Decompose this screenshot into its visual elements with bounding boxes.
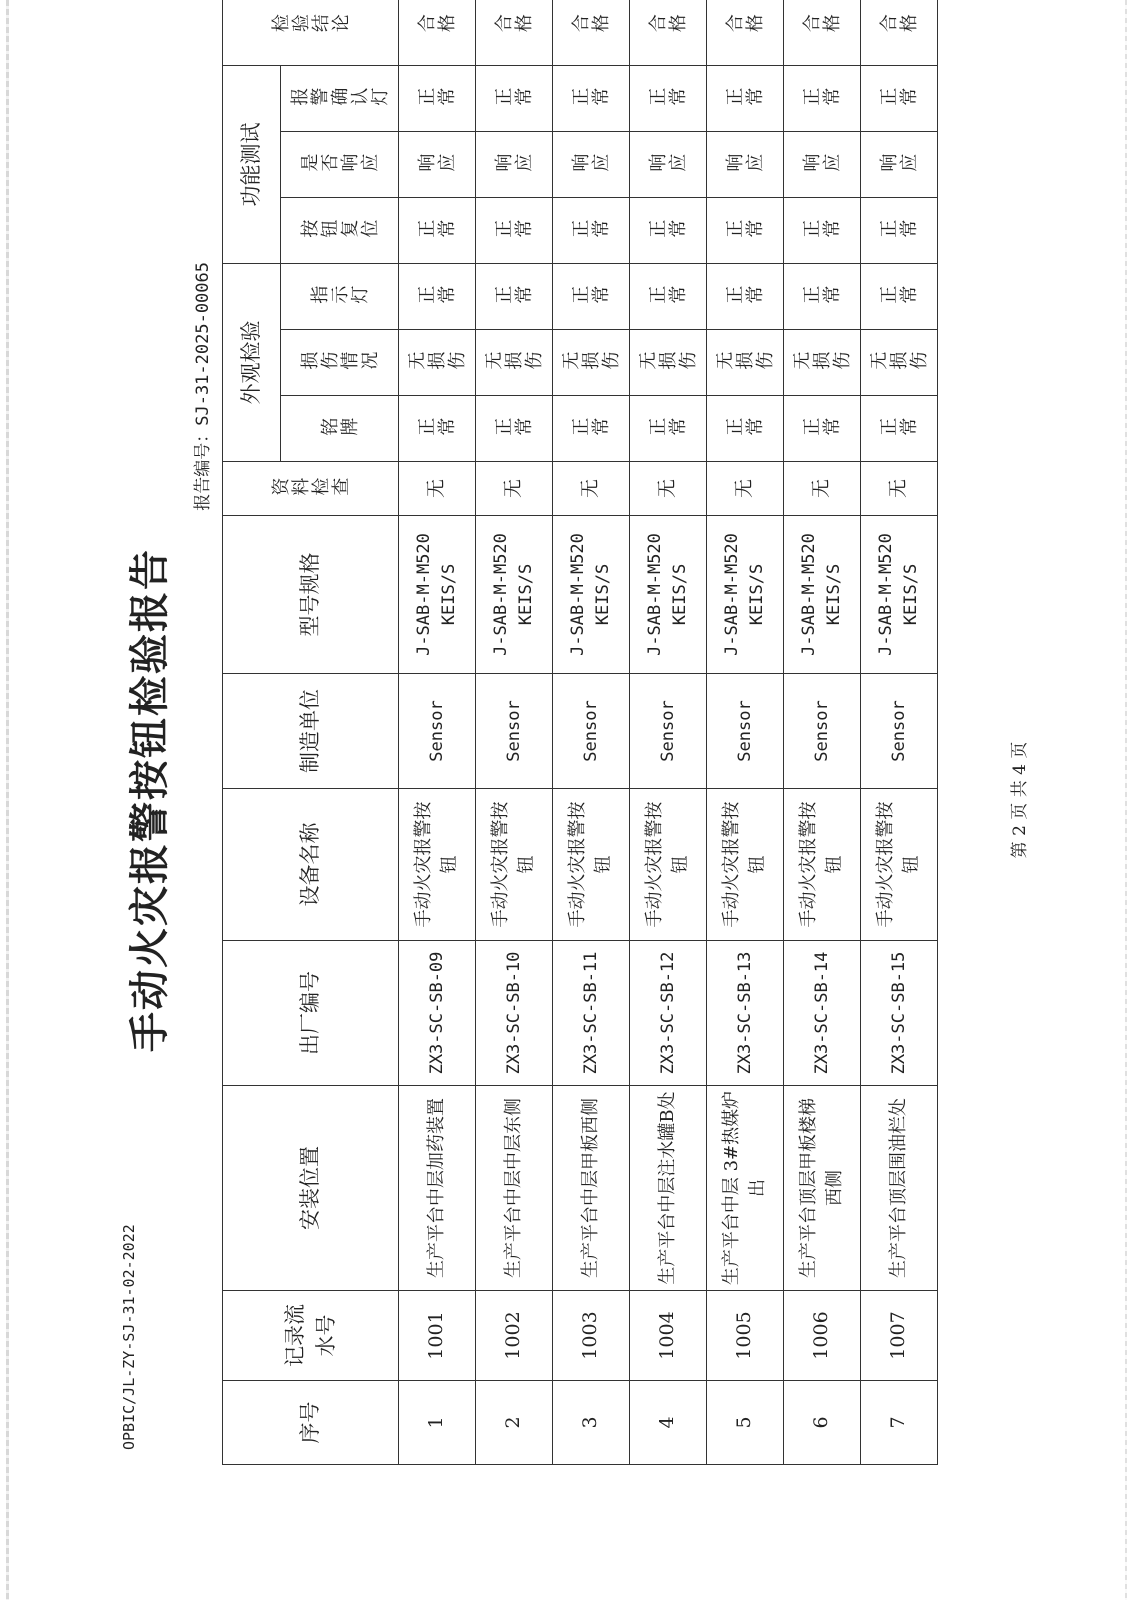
cell-device-name: 手动火灾报警按钮: [630, 789, 707, 941]
cell-damage-text: 无损伤: [484, 351, 544, 373]
cell-damage: [861, 330, 938, 396]
cell-device-name: 手动火灾报警按钮: [399, 789, 476, 941]
cell-model: J-SAB-M-M520 KEIS/S: [707, 516, 784, 674]
table-row: [476, 0, 553, 1465]
cell-response-text: 响应: [725, 153, 765, 175]
cell-factory-no: ZX3-SC-SB-11: [553, 941, 630, 1086]
cell-reset-text: 正常: [571, 219, 611, 241]
cell-response-text: 响应: [494, 153, 534, 175]
cell-model: J-SAB-M-M520 KEIS/S: [399, 516, 476, 674]
cell-reset-text: 正常: [648, 219, 688, 241]
cell-doc-check: 无: [476, 462, 553, 516]
cell-reset: [784, 198, 861, 264]
cell-doc-check: 无: [399, 462, 476, 516]
report-number-value: SJ-31-2025-00065: [193, 262, 213, 426]
page-footer: 第 2 页 共 4 页: [1010, 741, 1030, 859]
cell-conclusion-text: 合格: [648, 14, 688, 36]
cell-conclusion: [784, 0, 861, 66]
cell-doc-check: 无: [861, 462, 938, 516]
cell-indicator: [553, 264, 630, 330]
cell-manufacturer: Sensor: [630, 674, 707, 789]
cell-seq: 7: [861, 1381, 938, 1465]
cell-indicator: [707, 264, 784, 330]
cell-nameplate-text: 正常: [879, 417, 919, 439]
cell-response: [707, 132, 784, 198]
header-reset-text: 按钮复位: [299, 219, 380, 241]
cell-conclusion: [707, 0, 784, 66]
cell-conclusion-text: 合格: [802, 14, 842, 36]
cell-confirm-light: [553, 66, 630, 132]
cell-seq: 4: [630, 1381, 707, 1465]
cell-nameplate-text: 正常: [648, 417, 688, 439]
cell-model: J-SAB-M-M520 KEIS/S: [630, 516, 707, 674]
cell-damage: [476, 330, 553, 396]
header-indicator: [281, 264, 399, 330]
header-conclusion: [223, 0, 399, 66]
cell-response-text: 响应: [417, 153, 457, 175]
cell-response: [553, 132, 630, 198]
cell-nameplate: [553, 396, 630, 462]
cell-manufacturer: Sensor: [476, 674, 553, 789]
header-function: 功能测试: [223, 66, 281, 264]
cell-doc-check: 无: [784, 462, 861, 516]
cell-location: 生产平台顶层甲板楼梯西侧: [784, 1086, 861, 1291]
cell-response-text: 响应: [802, 153, 842, 175]
cell-response: [399, 132, 476, 198]
cell-damage: [399, 330, 476, 396]
cell-conclusion: [399, 0, 476, 66]
cell-damage-text: 无损伤: [638, 351, 698, 373]
header-response: [281, 132, 399, 198]
cell-damage-text: 无损伤: [561, 351, 621, 373]
table-row: [784, 0, 861, 1465]
cell-damage-text: 无损伤: [792, 351, 852, 373]
cell-damage-text: 无损伤: [715, 351, 775, 373]
cell-conclusion: [553, 0, 630, 66]
cell-model: J-SAB-M-M520 KEIS/S: [553, 516, 630, 674]
inspection-table: [222, 0, 938, 1465]
cell-confirm-light-text: 正常: [494, 87, 534, 109]
cell-indicator: [476, 264, 553, 330]
cell-reset: [476, 198, 553, 264]
table-row: [630, 0, 707, 1465]
cell-seq: 1: [399, 1381, 476, 1465]
cell-manufacturer: Sensor: [553, 674, 630, 789]
cell-factory-no: ZX3-SC-SB-15: [861, 941, 938, 1086]
cell-model: J-SAB-M-M520 KEIS/S: [476, 516, 553, 674]
cell-indicator: [630, 264, 707, 330]
cell-nameplate: [630, 396, 707, 462]
header-model: 型号规格: [223, 516, 399, 674]
cell-reset-text: 正常: [725, 219, 765, 241]
cell-location: 生产平台中层中层东侧: [476, 1086, 553, 1291]
cell-confirm-light: [476, 66, 553, 132]
cell-indicator-text: 正常: [417, 285, 457, 307]
cell-reset-text: 正常: [802, 219, 842, 241]
cell-factory-no: ZX3-SC-SB-13: [707, 941, 784, 1086]
cell-response: [476, 132, 553, 198]
cell-model: J-SAB-M-M520 KEIS/S: [861, 516, 938, 674]
cell-conclusion: [476, 0, 553, 66]
cell-reset-text: 正常: [879, 219, 919, 241]
cell-confirm-light-text: 正常: [648, 87, 688, 109]
cell-response: [630, 132, 707, 198]
cell-conclusion-text: 合格: [571, 14, 611, 36]
cell-confirm-light: [707, 66, 784, 132]
cell-device-name: 手动火灾报警按钮: [476, 789, 553, 941]
cell-damage-text: 无损伤: [407, 351, 467, 373]
cell-confirm-light-text: 正常: [879, 87, 919, 109]
cell-record-no: 1006: [784, 1291, 861, 1381]
cell-nameplate-text: 正常: [571, 417, 611, 439]
header-appearance: 外观检验: [223, 264, 281, 462]
cell-doc-check: 无: [553, 462, 630, 516]
cell-record-no: 1004: [630, 1291, 707, 1381]
cell-doc-check: 无: [707, 462, 784, 516]
report-number: [188, 262, 213, 511]
cell-reset: [553, 198, 630, 264]
page-title: 手动火灾报警按钮检验报告: [126, 548, 173, 1052]
header-confirm-light: [281, 66, 399, 132]
cell-damage: [630, 330, 707, 396]
cell-device-name: 手动火灾报警按钮: [553, 789, 630, 941]
cell-confirm-light: [399, 66, 476, 132]
cell-factory-no: ZX3-SC-SB-12: [630, 941, 707, 1086]
header-doc-check-text: 资料检查: [270, 477, 351, 499]
cell-location: 生产平台中层 3#热媒炉出: [707, 1086, 784, 1291]
cell-confirm-light-text: 正常: [725, 87, 765, 109]
cell-manufacturer: Sensor: [861, 674, 938, 789]
header-seq: 序号: [223, 1381, 399, 1465]
cell-location: 生产平台中层甲板西侧: [553, 1086, 630, 1291]
cell-indicator-text: 正常: [494, 285, 534, 307]
cell-manufacturer: Sensor: [707, 674, 784, 789]
cell-indicator-text: 正常: [802, 285, 842, 307]
cell-indicator: [784, 264, 861, 330]
cell-response: [861, 132, 938, 198]
header-manufacturer: 制造单位: [223, 674, 399, 789]
cell-confirm-light: [861, 66, 938, 132]
cell-nameplate: [399, 396, 476, 462]
cell-indicator-text: 正常: [725, 285, 765, 307]
cell-nameplate-text: 正常: [494, 417, 534, 439]
table-row: [707, 0, 784, 1465]
cell-location: 生产平台顶层围油栏处: [861, 1086, 938, 1291]
cell-conclusion-text: 合格: [417, 14, 457, 36]
cell-nameplate-text: 正常: [725, 417, 765, 439]
cell-indicator-text: 正常: [571, 285, 611, 307]
cell-reset-text: 正常: [417, 219, 457, 241]
header-location: 安装位置: [223, 1086, 399, 1291]
header-damage-text: 损伤情况: [299, 351, 380, 373]
cell-damage: [707, 330, 784, 396]
cell-nameplate: [861, 396, 938, 462]
table-row: [861, 0, 938, 1465]
header-response-text: 是否响应: [299, 153, 380, 175]
cell-nameplate: [707, 396, 784, 462]
cell-conclusion-text: 合格: [494, 14, 534, 36]
cell-factory-no: ZX3-SC-SB-14: [784, 941, 861, 1086]
cell-reset: [861, 198, 938, 264]
cell-indicator-text: 正常: [648, 285, 688, 307]
cell-response-text: 响应: [648, 153, 688, 175]
cell-device-name: 手动火灾报警按钮: [707, 789, 784, 941]
cell-confirm-light-text: 正常: [802, 87, 842, 109]
cell-confirm-light-text: 正常: [571, 87, 611, 109]
header-nameplate: [281, 396, 399, 462]
cell-record-no: 1007: [861, 1291, 938, 1381]
cell-factory-no: ZX3-SC-SB-09: [399, 941, 476, 1086]
header-doc-check: [223, 462, 399, 516]
header-damage: [281, 330, 399, 396]
cell-conclusion-text: 合格: [879, 14, 919, 36]
header-conclusion-text: 检验结论: [270, 14, 351, 36]
cell-damage-text: 无损伤: [869, 351, 929, 373]
cell-indicator: [861, 264, 938, 330]
cell-damage: [553, 330, 630, 396]
cell-model: J-SAB-M-M520 KEIS/S: [784, 516, 861, 674]
cell-device-name: 手动火灾报警按钮: [784, 789, 861, 941]
cell-factory-no: ZX3-SC-SB-10: [476, 941, 553, 1086]
table-row: [553, 0, 630, 1465]
document-code: OPBIC/JL-ZY-SJ-31-02-2022: [120, 1224, 138, 1450]
cell-doc-check: 无: [630, 462, 707, 516]
cell-nameplate-text: 正常: [802, 417, 842, 439]
cell-reset: [399, 198, 476, 264]
cell-seq: 3: [553, 1381, 630, 1465]
cell-conclusion-text: 合格: [725, 14, 765, 36]
cell-location: 生产平台中层注水罐B处: [630, 1086, 707, 1291]
cell-seq: 6: [784, 1381, 861, 1465]
cell-confirm-light: [784, 66, 861, 132]
cell-indicator: [399, 264, 476, 330]
cell-record-no: 1002: [476, 1291, 553, 1381]
cell-seq: 2: [476, 1381, 553, 1465]
cell-record-no: 1005: [707, 1291, 784, 1381]
cell-confirm-light-text: 正常: [417, 87, 457, 109]
cell-confirm-light: [630, 66, 707, 132]
cell-damage: [784, 330, 861, 396]
header-nameplate-text: 铭牌: [319, 417, 360, 439]
cell-reset: [707, 198, 784, 264]
cell-indicator-text: 正常: [879, 285, 919, 307]
cell-device-name: 手动火灾报警按钮: [861, 789, 938, 941]
cell-response: [784, 132, 861, 198]
cell-reset: [630, 198, 707, 264]
cell-conclusion: [861, 0, 938, 66]
header-device-name: 设备名称: [223, 789, 399, 941]
table-row: [399, 0, 476, 1465]
cell-location: 生产平台中层加药装置: [399, 1086, 476, 1291]
header-record-no: 记录流水号: [223, 1291, 399, 1381]
cell-nameplate: [476, 396, 553, 462]
cell-record-no: 1001: [399, 1291, 476, 1381]
cell-manufacturer: Sensor: [784, 674, 861, 789]
cell-reset-text: 正常: [494, 219, 534, 241]
cell-manufacturer: Sensor: [399, 674, 476, 789]
cell-seq: 5: [707, 1381, 784, 1465]
header-indicator-text: 指示灯: [309, 285, 370, 307]
header-factory-no: 出厂编号: [223, 941, 399, 1086]
cell-nameplate-text: 正常: [417, 417, 457, 439]
cell-conclusion: [630, 0, 707, 66]
cell-record-no: 1003: [553, 1291, 630, 1381]
cell-nameplate: [784, 396, 861, 462]
header-confirm-light-text: 报警确认灯: [289, 87, 390, 109]
cell-response-text: 响应: [571, 153, 611, 175]
header-reset: [281, 198, 399, 264]
report-number-label: 报告编号：: [193, 425, 213, 511]
cell-response-text: 响应: [879, 153, 919, 175]
